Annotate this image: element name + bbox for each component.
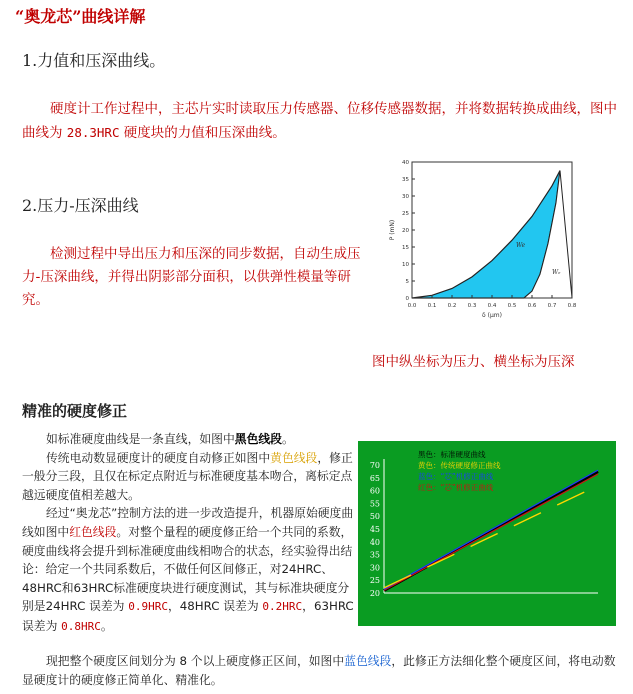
y-tick-label: 55	[369, 499, 380, 509]
section-text-interval-correction	[22, 652, 627, 689]
x-tick-label: 0.5	[507, 303, 517, 309]
x-axis-label: δ (μm)	[482, 312, 502, 319]
hardness-correction-chart	[358, 441, 616, 626]
annotation-wE: Wₑ	[552, 269, 561, 277]
section-heading-hardness-correction: 精准的硬度修正	[22, 402, 128, 420]
x-tick-label: 0.6	[527, 303, 537, 309]
paragraph: 现把整个硬度区间划分为 8 个以上硬度修正区间，如图中蓝色线段，此修正方法细化整个硬度区间，将电动数显硬度计的硬度修正简单化、精准化。	[22, 654, 616, 687]
section-text-force-depth: 硬度计工作过程中，主芯片实时读取压力传感器、位移传感器数据，并将数据转换成曲线，图中曲线为 28.3HRC 硬度块的力值和压深曲线。	[22, 101, 617, 141]
y-tick-label: 35	[402, 177, 409, 183]
y-tick-label: 20	[369, 589, 380, 598]
y-tick-label: 25	[402, 211, 409, 217]
x-tick-label: 0.0	[407, 303, 417, 309]
section-text-pressure-depth: 检测过程中导出压力和压深的同步数据，自动生成压力-压深曲线，并得出阴影部分面积，以供弹性模量等研究。	[22, 246, 361, 308]
annotation-we: We	[516, 242, 526, 249]
chart-caption: 图中纵坐标为压力、横坐标为压深	[372, 354, 575, 370]
y-tick-label: 50	[369, 512, 380, 522]
paragraph: 传统电动数显硬度计的硬度自动修正如图中黄色线段，修正一般分三段，且仅在标定点附近与标准硬度基本吻合，离标定点越远硬度值相差越大。	[22, 450, 353, 502]
paragraph: 经过“奥龙芯”控制方法的进一步改造提升，机器原始硬度曲线如图中红色线段。对整个量程的硬度修正给一个共同的系数，硬度曲线将会提升到标准硬度曲线相吻合的状态，经实验得出结论：给定一个共同系数后，不做任何区间修正，对24HRC、48HRC和63HRC标准硬度块进行硬度测试，其与标准块硬度分别是24HRC 误差为 0.9HRC，48HRC 误差为 0.2HRC，63HRC 误差为 0.8HRC。	[22, 506, 354, 633]
legend-entry: 黄色：传统硬度修正曲线	[418, 461, 501, 470]
y-tick-label: 20	[402, 228, 409, 234]
x-tick-label: 0.4	[487, 303, 497, 309]
y-tick-label: 65	[369, 473, 380, 483]
x-tick-label: 0.1	[427, 303, 437, 309]
y-tick-label: 5	[405, 279, 409, 285]
section-text-hardness-correction	[22, 430, 354, 637]
y-tick-label: 40	[402, 160, 409, 166]
y-tick-label: 60	[369, 486, 380, 496]
legend-entry: 黑色：标准硬度曲线	[418, 450, 486, 459]
y-tick-label: 30	[402, 194, 409, 200]
x-tick-label: 0.7	[547, 303, 557, 309]
y-tick-label: 0	[405, 296, 409, 302]
y-tick-label: 40	[369, 537, 380, 547]
section-heading-force-depth: 1.力值和压深曲线。	[22, 51, 166, 70]
y-tick-label: 10	[402, 262, 409, 268]
y-tick-label: 35	[369, 550, 380, 560]
page-title: “奥龙芯”曲线详解	[15, 7, 146, 26]
y-tick-label: 25	[369, 576, 380, 586]
y-tick-label: 45	[369, 525, 380, 534]
y-tick-label: 70	[369, 461, 380, 470]
legend-entry: 红色：“芯”机修正曲线	[418, 483, 494, 492]
section-heading-pressure-depth: 2.压力-压深曲线	[22, 196, 139, 215]
paragraph: 如标准硬度曲线是一条直线，如图中黑色线段。	[46, 432, 294, 446]
x-tick-label: 0.2	[447, 303, 457, 309]
legend-entry: 蓝色：“芯”机修正曲线	[418, 472, 494, 481]
y-axis-label: P (mN)	[389, 219, 396, 241]
y-tick-label: 15	[402, 245, 409, 251]
pressure-depth-chart	[372, 150, 600, 322]
y-tick-label: 30	[369, 563, 380, 573]
x-tick-label: 0.3	[467, 303, 477, 309]
x-tick-label: 0.8	[567, 303, 577, 309]
